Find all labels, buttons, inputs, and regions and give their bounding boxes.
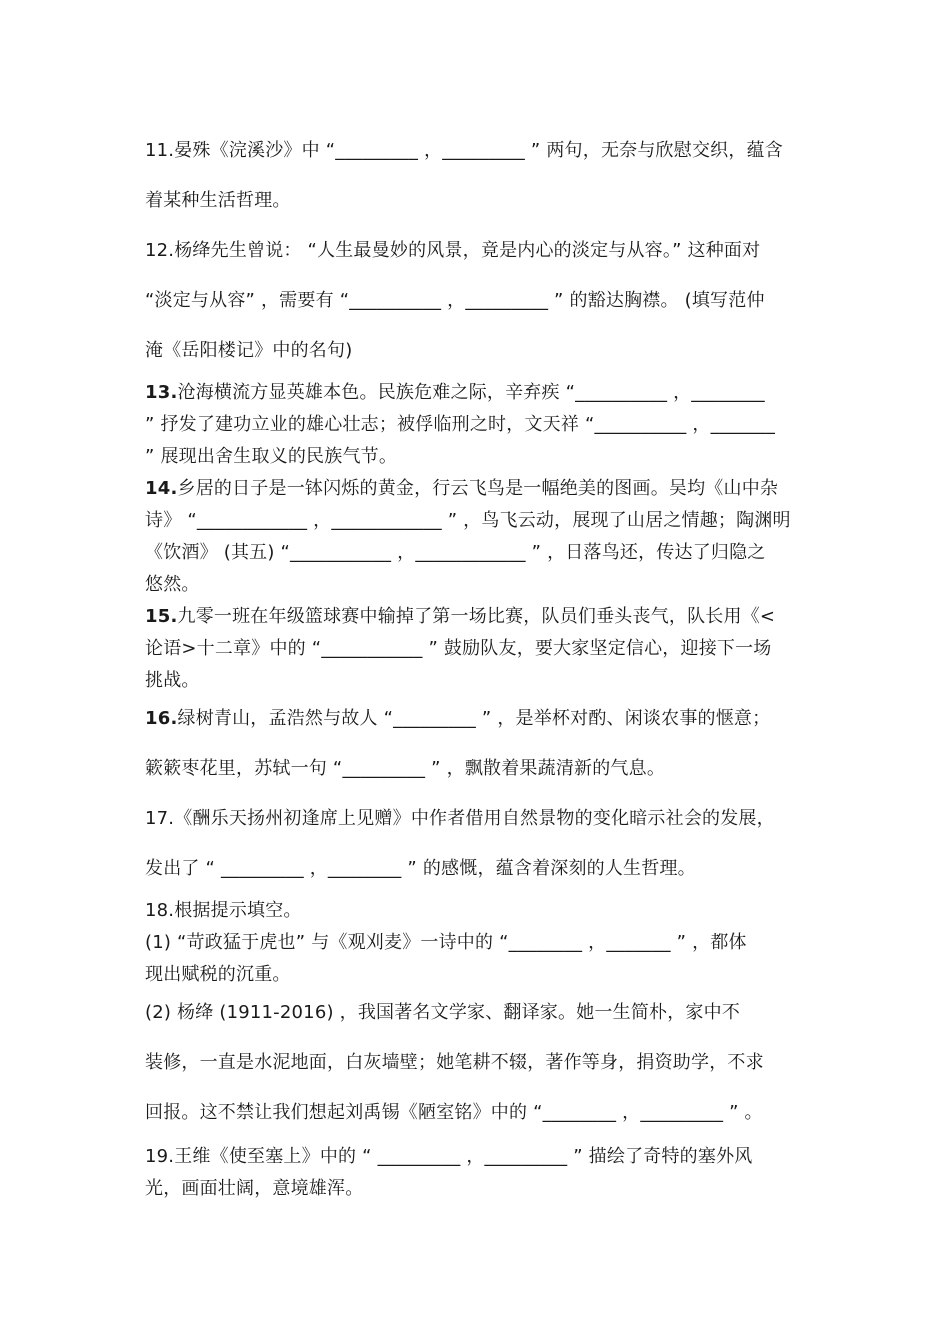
q16-text-1: 绿树青山，孟浩然与故人 “_________ ” ，是举杯对酌、闲谈农事的惬意； [177, 708, 771, 729]
q15-number: 15. [145, 606, 178, 627]
q18-line-6: 回报。这不禁让我们想起刘禹锡《陋室铭》中的 “________ ，_________ ” 。 [145, 1102, 763, 1123]
q17-line-2: 发出了 “ _________ ，________ ” 的感慨，蕴含着深刻的人生哲理。 [145, 858, 696, 879]
q18-line-3: 现出赋税的沉重。 [145, 964, 291, 985]
q18-line-4: (2) 杨绛 (1911-2016) ，我国著名文学家、翻译家。她一生简朴，家中不 [145, 1002, 741, 1023]
q14-line-1 [145, 477, 778, 501]
q11-line-1: 11.晏殊《浣溪沙》中 “_________ ，_________ ” 两句，无奈与欣慰交织，蕴含 [145, 140, 783, 161]
q14-line-4: 悠然。 [145, 574, 200, 595]
q11-line-2: 着某种生活哲理。 [145, 190, 291, 211]
q18-line-5: 装修，一直是水泥地面，白灰墙壁；她笔耕不辍，著作等身，捐资助学，不求 [145, 1052, 764, 1073]
q13-line-1 [145, 381, 765, 405]
q13-number: 13. [145, 382, 178, 403]
q16-number: 16. [145, 708, 178, 729]
q15-line-1 [145, 605, 775, 629]
q12-line-3: 淹《岳阳楼记》中的名句) [145, 340, 353, 361]
q13-line-3: ” 展现出舍生取义的民族气节。 [145, 446, 398, 467]
q15-line-2: 论语>十二章》中的 “___________ ” 鼓励队友，要大家坚定信心，迎接下一场 [145, 638, 772, 659]
q19-line-2: 光，画面壮阔，意境雄浑。 [145, 1178, 364, 1199]
q14-text-1: 乡居的日子是一钵闪烁的黄金，行云飞鸟是一幅绝美的图画。吴均《山中杂 [177, 478, 779, 499]
q13-line-2: ” 抒发了建功立业的雄心壮志；被俘临刑之时，文天祥 “__________ ，_______ [145, 414, 776, 435]
q15-text-1: 九零一班在年级篮球赛中输掉了第一场比赛，队员们垂头丧气，队长用《< [177, 606, 776, 627]
q14-line-3: 《饮酒》 (其五) “___________ ，____________ ” ，日落鸟还，传达了归隐之 [145, 542, 766, 563]
q13-text-1: 沧海横流方显英雄本色。民族危难之际，辛弃疾 “__________ ，________ [177, 382, 765, 403]
q15-line-3: 挑战。 [145, 670, 200, 691]
q14-number: 14. [145, 478, 178, 499]
q16-line-2: 簌簌枣花里，苏轼一句 “_________ ” ，飘散着果蔬清新的气息。 [145, 758, 666, 779]
q18-line-2: (1) “苛政猛于虎也” 与《观刈麦》一诗中的 “________ ，_______ ” ，都体 [145, 932, 747, 953]
q16-line-1 [145, 707, 770, 731]
q14-line-2: 诗》 “____________ ，____________ ” ，鸟飞云动，展现了山居之情趣；陶渊明 [145, 510, 791, 531]
q17-line-1: 17.《酬乐天扬州初逢席上见赠》中作者借用自然景物的变化暗示社会的发展， [145, 808, 775, 829]
q18-line-1: 18.根据提示填空。 [145, 900, 302, 921]
q19-line-1: 19.王维《使至塞上》中的 “ _________ ，_________ ” 描绘了奇特的塞外风 [145, 1146, 753, 1167]
q12-line-2: “淡定与从容” ，需要有 “__________ ，_________ ” 的豁达胸襟。 (填写范仲 [145, 290, 765, 311]
q12-line-1: 12.杨绛先生曾说： “人生最曼妙的风景，竟是内心的淡定与从容。” 这种面对 [145, 240, 761, 261]
